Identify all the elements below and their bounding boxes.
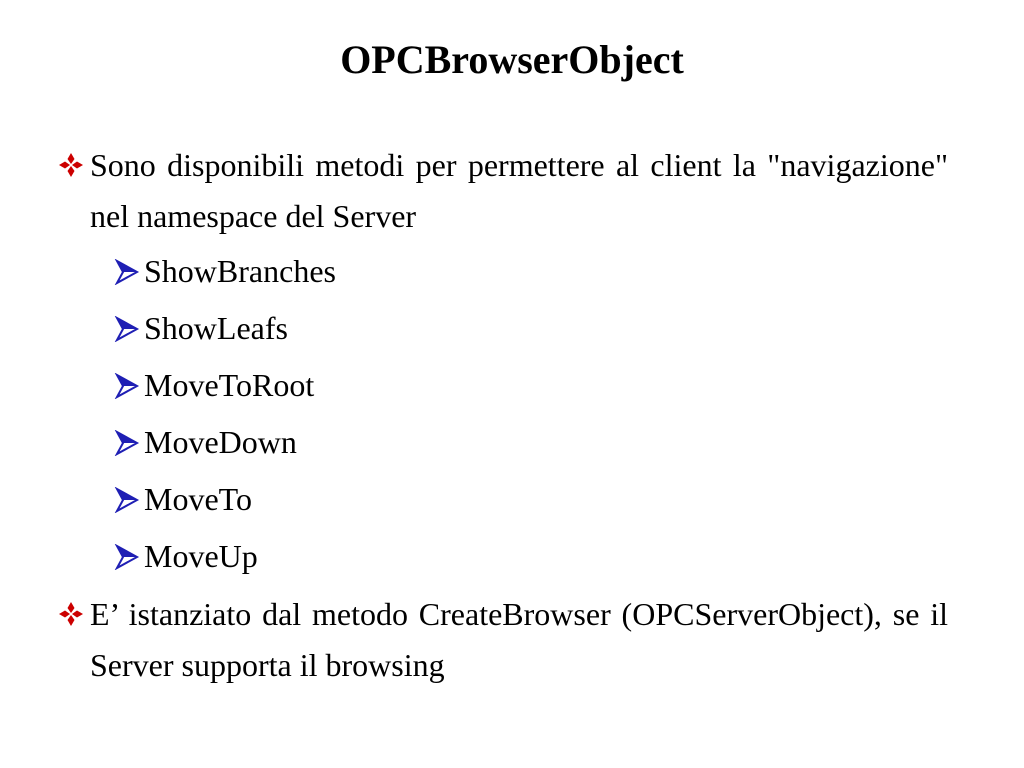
arrow-bullet-icon xyxy=(114,430,140,456)
bullet-item-2 xyxy=(58,589,948,691)
diamond-bullet-icon xyxy=(58,152,84,178)
sub-item-show-leafs xyxy=(114,308,288,348)
arrow-bullet-icon xyxy=(114,373,140,399)
sub-item-move-to-root xyxy=(114,365,314,405)
sub-item-move-to xyxy=(114,479,252,519)
bullet-text-1: Sono disponibili metodi per permettere al client la "navigazione" nel namespace del Server xyxy=(90,147,948,234)
sub-item-label: MoveToRoot xyxy=(144,367,315,403)
sub-item-label: MoveUp xyxy=(144,538,258,574)
sub-item-label: MoveDown xyxy=(144,424,297,460)
arrow-bullet-icon xyxy=(114,487,140,513)
bullet-text-2: E’ istanziato dal metodo CreateBrowser (OPCServerObject), se il Server supporta il browsing xyxy=(90,596,948,683)
arrow-bullet-icon xyxy=(114,316,140,342)
sub-item-move-up xyxy=(114,536,258,576)
sub-item-move-down xyxy=(114,422,297,462)
sub-item-show-branches xyxy=(114,251,336,291)
sub-item-label: ShowLeafs xyxy=(144,310,288,346)
arrow-bullet-icon xyxy=(114,544,140,570)
arrow-bullet-icon xyxy=(114,259,140,285)
bullet-item-1 xyxy=(58,140,948,242)
diamond-bullet-icon xyxy=(58,601,84,627)
sub-item-label: MoveTo xyxy=(144,481,252,517)
sub-item-label: ShowBranches xyxy=(144,253,336,289)
slide-title: OPCBrowserObject xyxy=(340,37,684,82)
